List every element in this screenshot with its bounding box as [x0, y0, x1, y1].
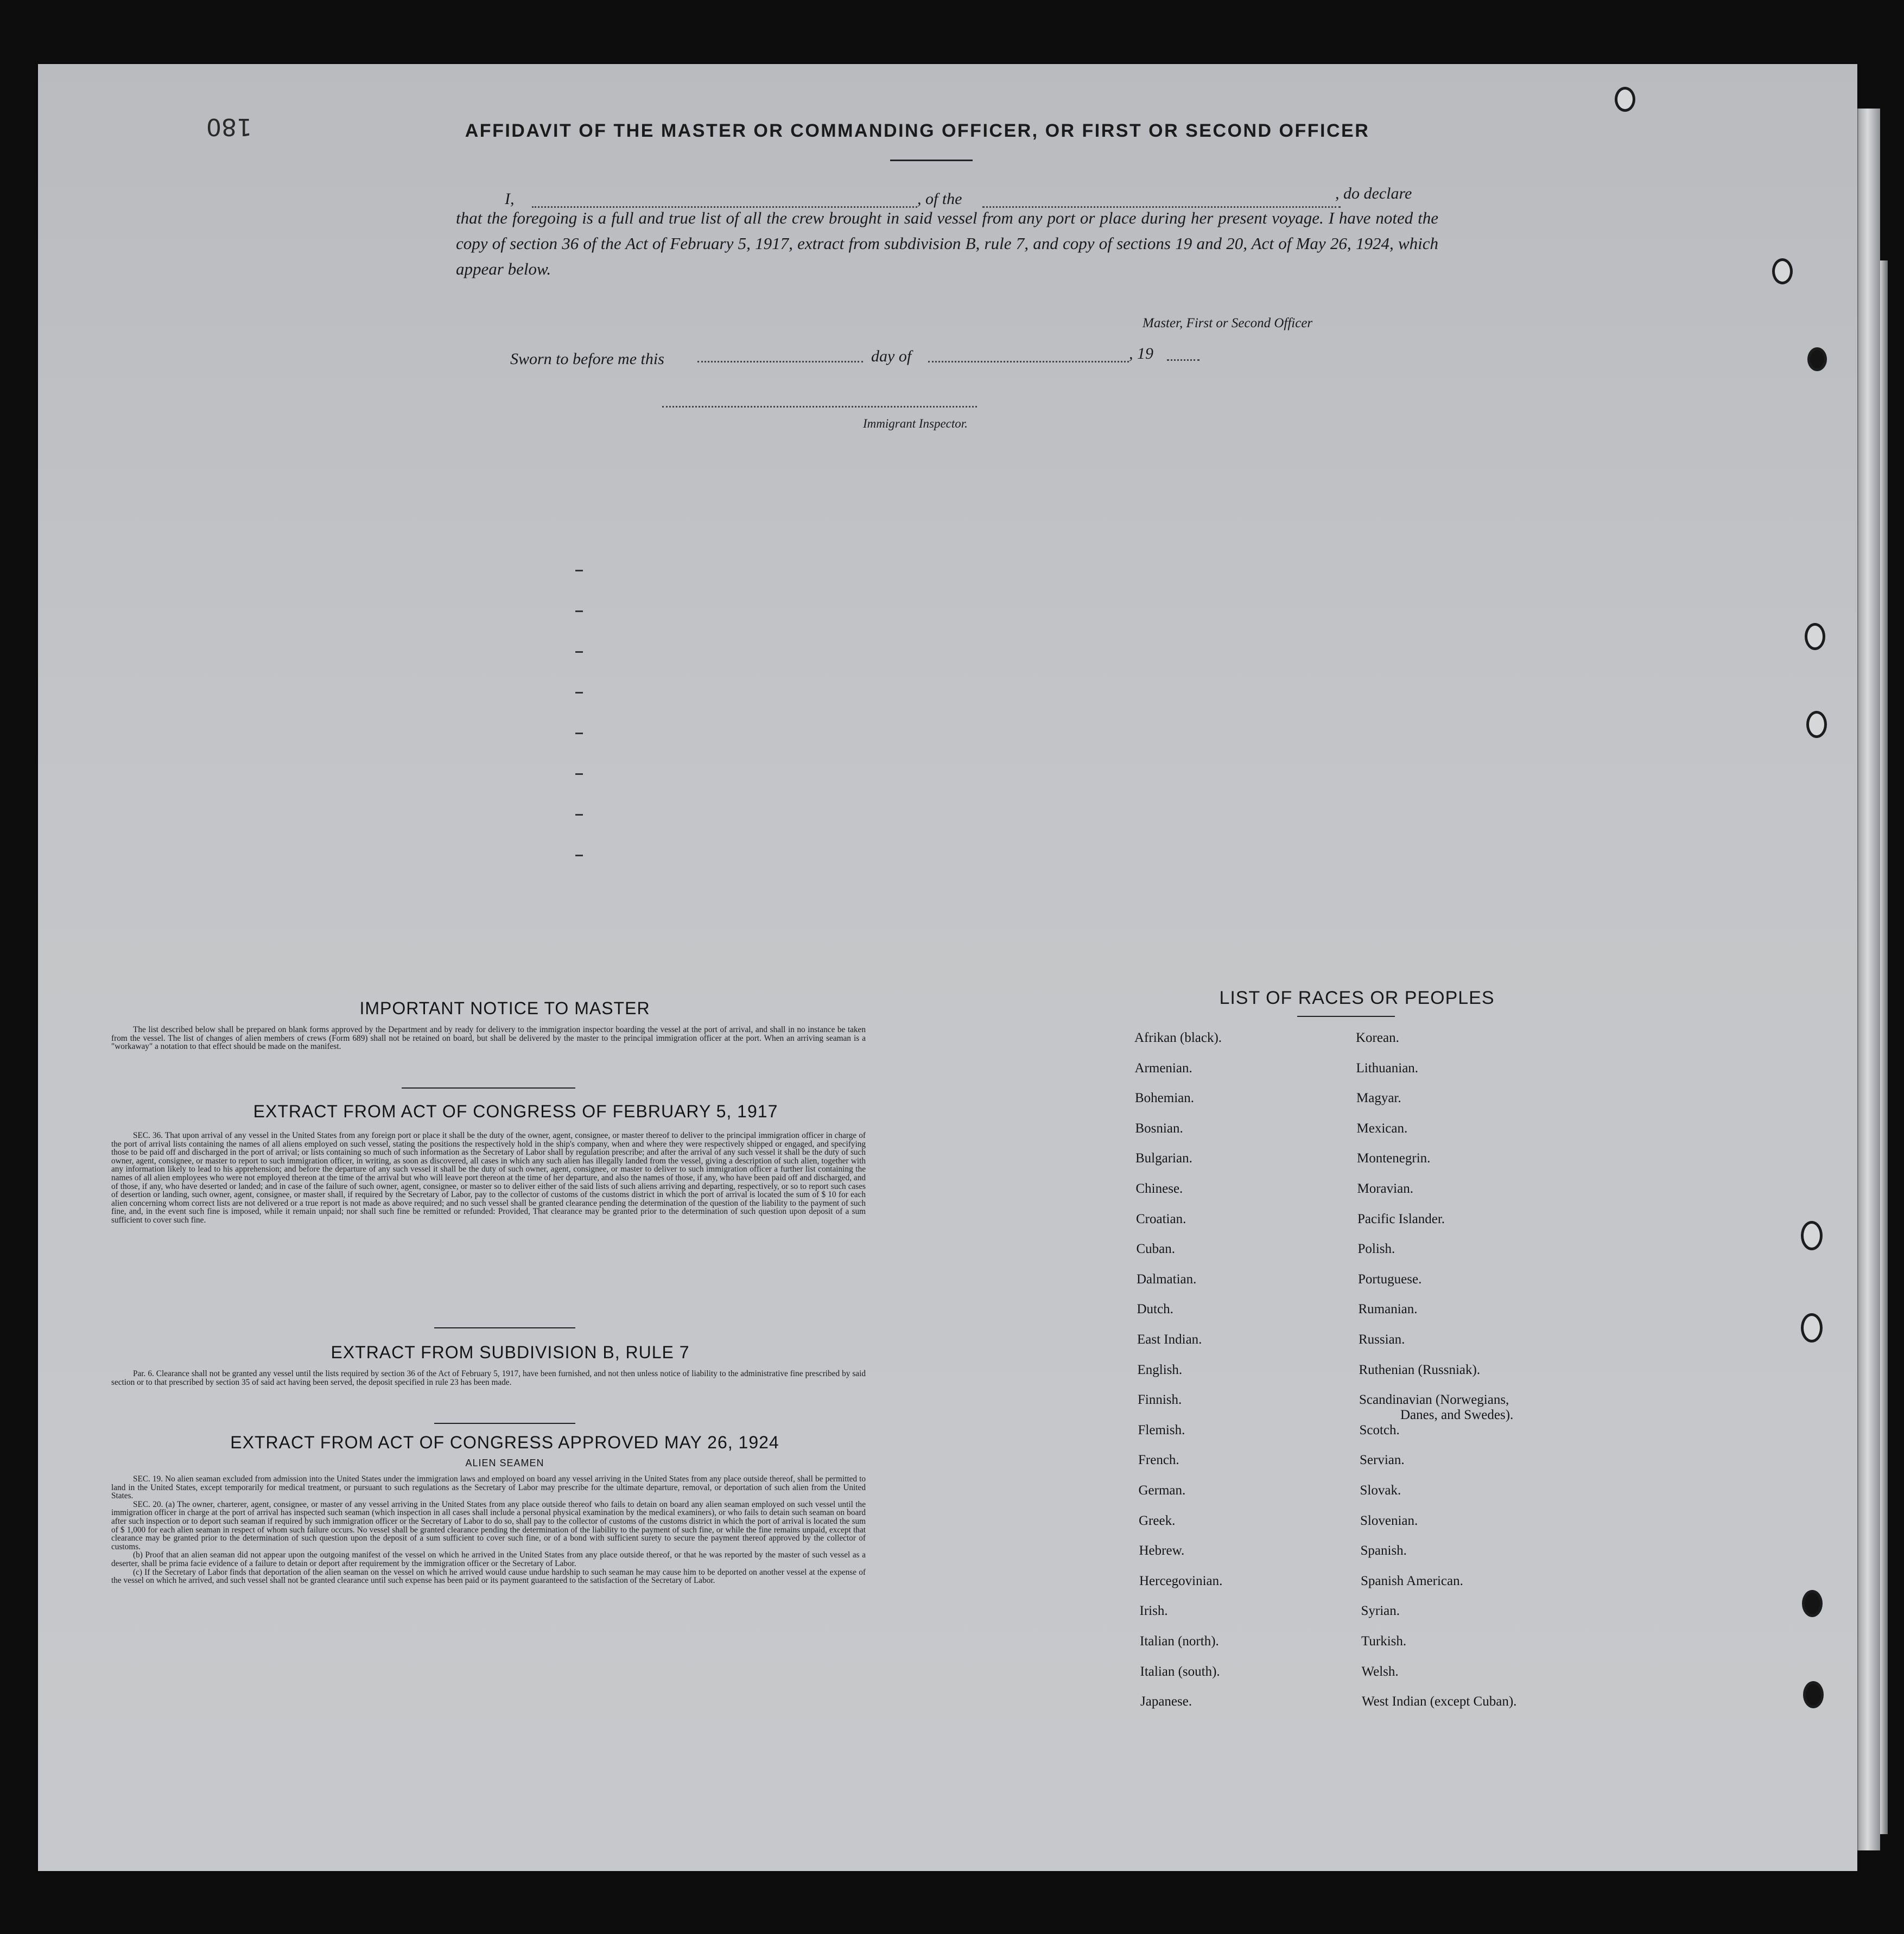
alien-seamen-subtitle: ALIEN SEAMEN: [465, 1458, 544, 1468]
race-item: Irish.: [1139, 1604, 1168, 1619]
race-item: French.: [1138, 1453, 1179, 1468]
extract-1917-text: [111, 1131, 866, 1225]
section-20b-paragraph: (b) Proof that an alien seaman did not appear upon the outgoing manifest of the vessel on which he arrived in the United States from any place outside thereof, or that he was reported by the master of such vessel as a deserter, shall be prima facie evidence of a failure to detain or deport after requirement by the immigration officer or the Secretary of Labor.: [111, 1550, 866, 1568]
race-item: Moravian.: [1357, 1181, 1413, 1196]
race-item: Dalmatian.: [1137, 1271, 1197, 1287]
margin-tick: [575, 610, 583, 612]
signature-label: Master, First or Second Officer: [1143, 316, 1313, 330]
race-item: Slovenian.: [1360, 1513, 1418, 1528]
race-item: Korean.: [1356, 1030, 1399, 1045]
section-20c-paragraph: (c) If the Secretary of Labor finds that deportation of the alien seaman on the vessel on which he arrived would cause undue hardship to such seaman he may cause him to be deported on another vessel at the expense of the vessel on which he arrived, and such vessel shall not be granted clearance until such expense has been paid or its payment guaranteed to the satisfaction of the Secretary of Labor.: [111, 1567, 866, 1586]
rule-7-text: [111, 1370, 866, 1386]
binder-hole-icon: [1802, 1590, 1823, 1617]
affidavit-body: that the foregoing is a full and true list of all the crew brought in said vessel from any port or place during her present voyage. I have noted the copy of section 36 of the Act of February 5, 1917, extract from subdivision B, rule 7, and copy of sections 19 and 20, Act of May 26, 1924, which appear below.: [456, 208, 1438, 278]
race-item: Ruthenian (Russniak).: [1359, 1362, 1481, 1377]
margin-tick: [575, 692, 583, 694]
races-title-underline: [1297, 1016, 1395, 1017]
race-item: Portuguese.: [1358, 1271, 1422, 1287]
race-item: Welsh.: [1361, 1664, 1399, 1679]
rule-7-paragraph: Par. 6. Clearance shall not be granted any vessel until the lists required by section 36 of the Act of February 5, 1917, have been furnished, and not then unless notice of liability to the administrative fine prescribed by said section or to that prescribed by section 35 of said act having been served, the deposit specified in rule 23 has been made.: [111, 1369, 866, 1387]
binder-hole-icon: [1805, 623, 1825, 650]
binder-hole-icon: [1615, 87, 1635, 112]
page-number-stamp: 180: [206, 113, 252, 141]
sworn-label: Sworn to before me this: [510, 350, 664, 368]
race-item: Danes, and Swedes).: [1400, 1408, 1514, 1423]
notice-title: IMPORTANT NOTICE TO MASTER: [359, 998, 650, 1018]
binder-hole-icon: [1801, 1313, 1823, 1343]
race-item: Spanish.: [1360, 1543, 1407, 1558]
divider: [402, 1087, 575, 1089]
section-36-paragraph: SEC. 36. That upon arrival of any vessel in the United States from any foreign port or place it shall be the duty of the owner, agent, consignee, or master thereof to deliver to the principal immigration officer in charge of the port of arrival lists containing the names of all aliens employed on such vessel, stating the positions the respectively hold in the ship's company, when and where they were respectively shipped or engaged, and specifying those to be paid off and discharged in the port of arrival; or lists containing so much of such information as the Secretary of Labor shall by regulation prescribe; and after the arrival of any such vessel it shall be the duty of such owner, agent, consignee, or master to report to such immigration officer, in writing, as soon as discovered, all cases in which any such alien has illegally landed from the vessel, giving a description of such alien, together with any information likely to lead to his apprehension; and before the departure of any such vessel it shall be the duty of such owner, agent, consignee, or master to deliver to such immigration officer a further list containing the names of all alien employees who were not employed thereon at the time of the arrival but who will leave port thereon at the time of her departure, and also the names of those, if any, who have been paid off and discharged, and of those, if any, who have deserted or landed; and in case of the failure of such owner, agent, consignee, or master so to deliver either of the said lists of such aliens arriving and departing, respectively, or so to report such cases of desertion or landing, such owner, agent, consignee, or master shall, if required by the Secretary of Labor, pay to the collector of customs of the customs district in which the port of arrival is located the sum of $ 10 for each alien concerning whom correct lists are not delivered or a true report is not made as above required; and no such vessel shall be granted clearance pending the determination of the question of the liability to the payment of such fine, and, in the event such fine is imposed, while it remain unpaid; nor shall such fine be remitted or refunded: Provided, That clearance may be granted prior to the determination of such question upon deposit of a sum sufficient to cover such fine.: [111, 1131, 866, 1225]
race-item: Japanese.: [1140, 1694, 1192, 1709]
of-the-label: , of the: [917, 190, 962, 208]
extract-1917-title: EXTRACT FROM ACT OF CONGRESS OF FEBRUARY 5, 1917: [253, 1102, 778, 1121]
title-underline: [890, 160, 973, 161]
races-title: LIST OF RACES OR PEOPLES: [1219, 988, 1495, 1008]
race-item: Italian (north).: [1140, 1634, 1219, 1649]
race-item: Chinese.: [1135, 1181, 1183, 1196]
extract-1924-title: EXTRACT FROM ACT OF CONGRESS APPROVED MAY 26, 1924: [230, 1433, 779, 1452]
race-item: Bulgarian.: [1135, 1151, 1192, 1166]
binder-hole-icon: [1772, 258, 1793, 284]
race-item: Mexican.: [1356, 1121, 1408, 1136]
race-item: Italian (south).: [1140, 1664, 1220, 1679]
margin-tick: [575, 773, 583, 775]
race-item: Montenegrin.: [1357, 1151, 1431, 1166]
race-item: Spanish American.: [1361, 1573, 1463, 1588]
race-item: Rumanian.: [1358, 1302, 1418, 1317]
race-item: Afrikan (black).: [1134, 1030, 1222, 1045]
race-item: Cuban.: [1136, 1242, 1176, 1257]
race-item: German.: [1138, 1483, 1186, 1498]
margin-tick: [575, 651, 583, 653]
inspector-label: Immigrant Inspector.: [863, 417, 968, 430]
race-item: Polish.: [1357, 1242, 1395, 1257]
margin-tick: [575, 733, 583, 734]
section-19-paragraph: SEC. 19. No alien seaman excluded from admission into the United States under the immigration laws and employed on board any vessel arriving in the United States from any place outside thereof, shall be permitted to land in the United States, except temporarily for medical treatment, or pursuant to such regulations as the Secretary of Labor may prescribe for the ultimate departure, removal, or deportation of such alien from the United States.: [111, 1474, 866, 1501]
race-item: Magyar.: [1356, 1091, 1401, 1106]
race-item: Finnish.: [1138, 1392, 1182, 1408]
affidavit-title: AFFIDAVIT OF THE MASTER OR COMMANDING OFFICER, OR FIRST OR SECOND OFFICER: [465, 120, 1370, 141]
race-item: Hercegovinian.: [1139, 1573, 1223, 1588]
day-of-label: day of: [871, 347, 912, 365]
race-item: Greek.: [1139, 1513, 1176, 1528]
extract-1924-text: [111, 1475, 866, 1585]
section-20a-paragraph: SEC. 20. (a) The owner, charterer, agent, consignee, or master of any vessel arriving in the United States from any place outside thereof who fails to detain on board any alien seaman employed on such vessel until the immigration officer in charge at the port of arrival has inspected such seaman (which inspection in all cases shall include a personal physical examination by the medical examiners), or who fails to detain such seaman on board after such inspection or to deport such seaman if required by such immigration officer or the Secretary of Labor to do so, shall pay to the collector of customs of the customs district in which the port of arrival is located the sum of $ 1,000 for each alien seaman in respect of whom such failure occurs. No vessel shall be granted clearance pending the determination of the liability to the payment of such fine, or while the fine remains unpaid, except that clearance may be granted prior to the determination of such question upon the deposit of a sum sufficient to cover such fine, or of a bond with sufficient surety to secure the payment thereof approved by the collector of customs.: [111, 1499, 866, 1551]
page-edge-stack: [1857, 109, 1880, 1850]
margin-tick: [575, 570, 583, 571]
year-field[interactable]: [1167, 359, 1199, 361]
rule-7-title: EXTRACT FROM SUBDIVISION B, RULE 7: [331, 1343, 690, 1362]
binder-hole-icon: [1803, 1681, 1824, 1708]
page-edge-stack-shadow: [1880, 260, 1888, 1834]
notice-paragraph: The list described below shall be prepared on blank forms approved by the Department and by ready for delivery to the immigration inspector boarding the vessel at the port of arrival, and shall in no instance be taken from the vessel. The list of changes of alien members of crews (Form 689) shall not be retained on board, but shall be delivered by the master to the principal immigration officer at the port. When an arriving seaman is a "workaway" a notation to that effect should be made on the manifest.: [111, 1025, 866, 1052]
notice-text: [111, 1026, 866, 1051]
day-field[interactable]: [697, 361, 863, 362]
race-item: Slovak.: [1360, 1483, 1401, 1498]
race-item: Croatian.: [1136, 1211, 1186, 1226]
race-item: Flemish.: [1138, 1422, 1185, 1437]
margin-tick: [575, 814, 583, 816]
race-item: Servian.: [1360, 1453, 1405, 1468]
race-item: Armenian.: [1134, 1060, 1192, 1076]
do-declare-label: , do declare: [1335, 185, 1412, 202]
divider: [434, 1423, 575, 1424]
race-item: Turkish.: [1361, 1634, 1407, 1649]
race-item: Russian.: [1359, 1332, 1405, 1347]
race-item: Scotch.: [1359, 1422, 1400, 1437]
margin-tick: [575, 855, 583, 856]
race-item: Bohemian.: [1135, 1091, 1195, 1106]
affidavit-i-label: I,: [505, 190, 515, 208]
year-label: , 19: [1129, 345, 1153, 362]
binder-hole-icon: [1806, 711, 1827, 738]
race-item: Hebrew.: [1139, 1543, 1185, 1558]
inspector-signature-field[interactable]: [662, 406, 977, 408]
binder-hole-icon: [1801, 1221, 1823, 1250]
race-item: Pacific Islander.: [1357, 1211, 1445, 1226]
race-item: East Indian.: [1137, 1332, 1202, 1347]
race-item: Syrian.: [1361, 1604, 1400, 1619]
race-item: West Indian (except Cuban).: [1362, 1694, 1517, 1709]
race-item: Dutch.: [1137, 1302, 1173, 1317]
race-item: Scandinavian (Norwegians,: [1359, 1392, 1509, 1408]
divider: [434, 1327, 575, 1328]
binder-hole-icon: [1807, 347, 1827, 371]
month-field[interactable]: [928, 361, 1129, 362]
form-page: [38, 64, 1857, 1871]
race-item: English.: [1137, 1362, 1183, 1377]
race-item: Bosnian.: [1135, 1121, 1183, 1136]
race-item: Lithuanian.: [1356, 1060, 1419, 1076]
